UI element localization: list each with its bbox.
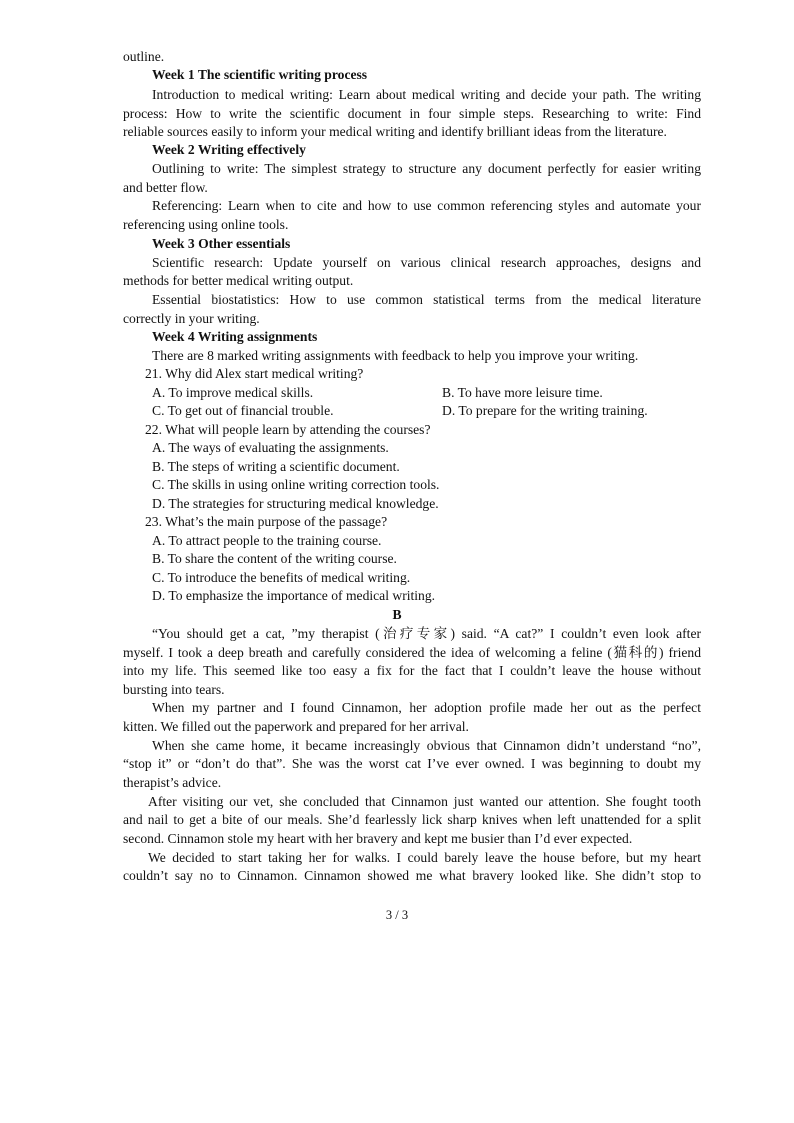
passage-b-p5-line-1: We decided to start taking her for walks. I could barely leave the house before, but my heart [148, 850, 701, 865]
passage-b-p1-line-1: “You should get a cat, ”my therapist (治疗专家) said. “A cat?” I couldn’t even look after [152, 626, 701, 641]
week1-heading: Week 1 The scientific writing process [152, 67, 368, 82]
passage-b-p1-line-3: into my life. This seemed like too easy a fix for the fact that I couldn’t leave the house without [123, 663, 701, 678]
question-21-option-d: D. To prepare for the writing training. [442, 403, 648, 418]
question-21-option-b: B. To have more leisure time. [442, 385, 603, 400]
question-21-stem: 21. Why did Alex start medical writing? [145, 366, 364, 381]
week1-line-2: process: How to write the scientific document in four simple steps. Researching to write: Find [123, 106, 701, 121]
week1-line-3: reliable sources easily to inform your medical writing and identify brilliant ideas from the literature. [123, 124, 667, 139]
passage-b-p5-line-2: couldn’t say no to Cinnamon. Cinnamon showed me what bravery looked like. She didn’t stop to [123, 868, 701, 883]
question-23-option-b: B. To share the content of the writing course. [152, 551, 397, 566]
week2-line-1: Outlining to write: The simplest strategy to structure any document perfectly for easier writing [152, 161, 701, 176]
question-22-option-d: D. The strategies for structuring medical knowledge. [152, 496, 439, 511]
question-23-stem: 23. What’s the main purpose of the passage? [145, 514, 388, 529]
passage-b-p3-line-1: When she came home, it became increasingly obvious that Cinnamon didn’t understand “no”, [152, 738, 701, 753]
week1-line-1: Introduction to medical writing: Learn about medical writing and decide your path. The writing [152, 87, 701, 102]
week4-heading: Week 4 Writing assignments [152, 329, 318, 344]
question-23-option-a: A. To attract people to the training course. [152, 533, 382, 548]
intro-tail-text: outline. [123, 49, 165, 64]
question-21-option-a: A. To improve medical skills. [152, 385, 314, 400]
page-number: 3 / 3 [385, 908, 409, 922]
passage-b-p2-line-2: kitten. We filled out the paperwork and prepared for her arrival. [123, 719, 469, 734]
week2-heading: Week 2 Writing effectively [152, 142, 306, 157]
week2-line-4: referencing using online tools. [123, 217, 289, 232]
week3-line-4: correctly in your writing. [123, 311, 260, 326]
question-23-option-d: D. To emphasize the importance of medical writing. [152, 588, 436, 603]
week3-line-2: methods for better medical writing output. [123, 273, 354, 288]
passage-b-p4-line-2: and nail to get a bite of our meals. She’d fearlessly lick sharp knives when left unattended for a split [123, 812, 701, 827]
question-22-option-b: B. The steps of writing a scientific document. [152, 459, 400, 474]
passage-b-p4-line-3: second. Cinnamon stole my heart with her bravery and kept me busier than I’d ever expected. [123, 831, 633, 846]
question-23-option-c: C. To introduce the benefits of medical writing. [152, 570, 411, 585]
passage-b-p2-line-1: When my partner and I found Cinnamon, her adoption profile made her out as the perfect [152, 700, 701, 715]
week2-line-2: and better flow. [123, 180, 208, 195]
question-22-stem: 22. What will people learn by attending the courses? [145, 422, 431, 437]
week3-line-1: Scientific research: Update yourself on various clinical research approaches, designs and [152, 255, 701, 270]
passage-b-p3-line-2: “stop it” or “don’t do that”. She was the worst cat I’ve ever owned. I was beginning to doubt my [123, 756, 701, 771]
question-21-option-c: C. To get out of financial trouble. [152, 403, 334, 418]
passage-b-p1-line-4: bursting into tears. [123, 682, 225, 697]
question-22-option-a: A. The ways of evaluating the assignments. [152, 440, 389, 455]
week2-line-3: Referencing: Learn when to cite and how to use common referencing styles and automate your [152, 198, 701, 213]
question-22-option-c: C. The skills in using online writing correction tools. [152, 477, 440, 492]
passage-b-p4-line-1: After visiting our vet, she concluded that Cinnamon just wanted our attention. She fought tooth [148, 794, 701, 809]
passage-b-p1-line-2: myself. I took a deep breath and carefully considered the idea of welcoming a feline (猫科的) friend [123, 645, 701, 660]
week4-line-1: There are 8 marked writing assignments with feedback to help you improve your writing. [152, 348, 639, 363]
week3-heading: Week 3 Other essentials [152, 236, 291, 251]
week3-line-3: Essential biostatistics: How to use common statistical terms from the medical literature [152, 292, 701, 307]
passage-b-heading: B [392, 607, 402, 622]
passage-b-p3-line-3: therapist’s advice. [123, 775, 222, 790]
